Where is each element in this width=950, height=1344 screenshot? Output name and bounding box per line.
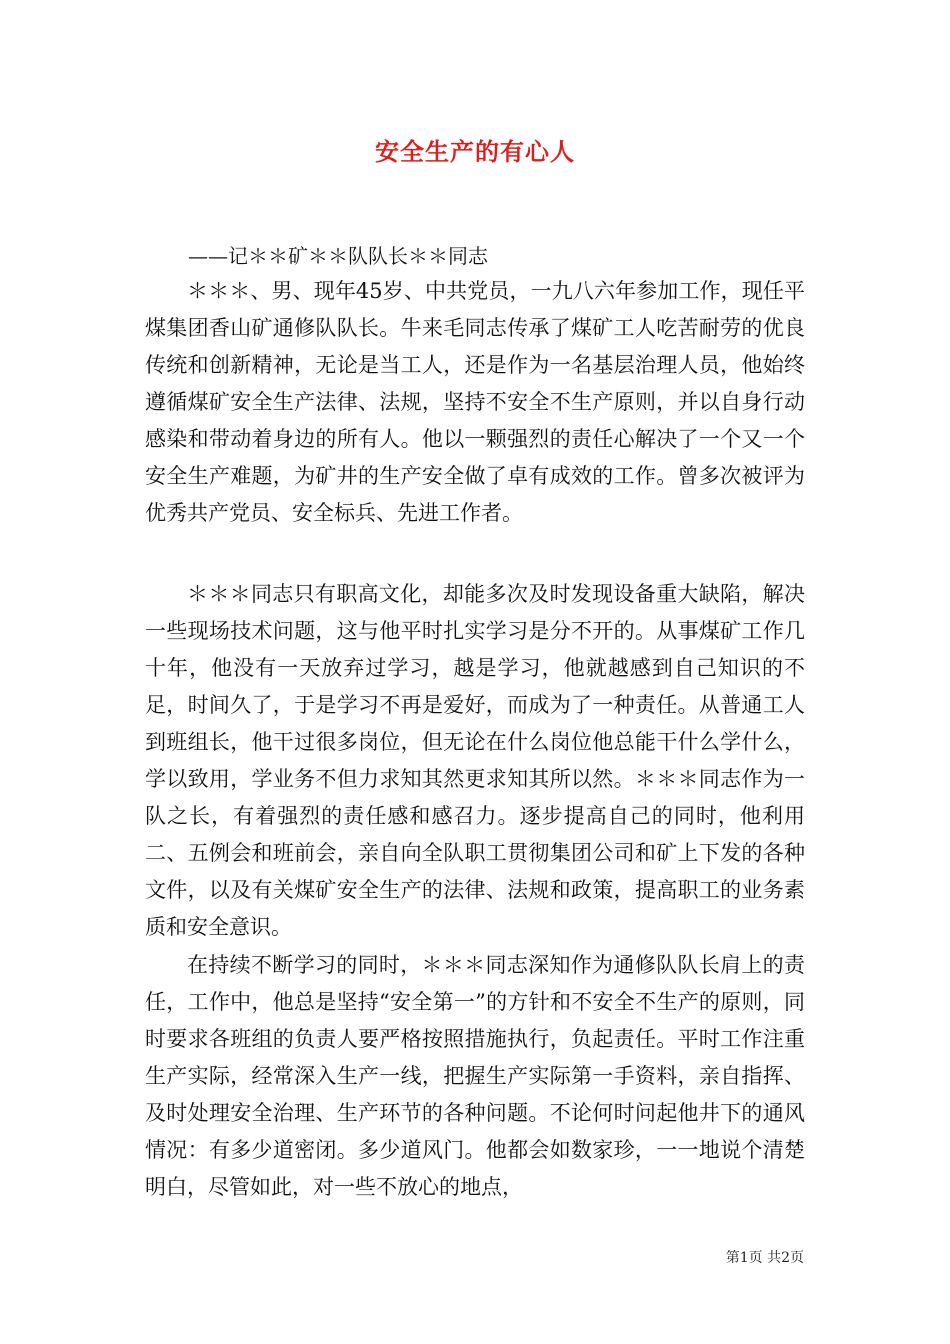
document-subtitle: ——记＊＊矿＊＊队队长＊＊同志 xyxy=(188,244,488,268)
paragraph-2: ＊＊＊同志只有职高文化，却能多次及时发现设备重大缺陷，解决一些现场技术问题，这与他平时扎实学习是分不开的。从事煤矿工作几十年，他没有一天放弃过学习，越是学习，他就越感到自己知识的不足，时间久了，于是学习不再是爱好，而成为了一种责任。从普通工人到班组长，他干过很多岗位，但无论在什么岗位他总能干什么学什么，学以致用，学业务不但力求知其然更求知其所以然。＊＊＊同志作为一队之长，有着强烈的责任感和感召力。逐步提高自己的同时，他利用二、五例会和班前会，亲自向全队职工贯彻集团公司和矿上下发的各种文件，以及有关煤矿安全生产的法律、法规和政策，提高职工的业务素质和安全意识。 xyxy=(145,582,805,939)
document-title: 安全生产的有心人 xyxy=(375,137,575,166)
paragraph-1: ＊＊＊、男、现年45岁、中共党员，一九八六年参加工作，现任平煤集团香山矿通修队队长。牛来毛同志传承了煤矿工人吃苦耐劳的优良传统和创新精神，无论是当工人，还是作为一名基层治理人员，他始终遵循煤矿安全生产法律、法规，坚持不安全不生产原则，并以自身行动感染和带动着身边的所有人。他以一颗强烈的责任心解决了一个又一个安全生产难题，为矿井的生产安全做了卓有成效的工作。曾多次被评为优秀共产党员、安全标兵、先进工作者。 xyxy=(145,279,805,525)
page-number-footer: 第1页 共2页 xyxy=(725,1250,804,1266)
paragraph-3: 在持续不断学习的同时，＊＊＊同志深知作为通修队队长肩上的责任，工作中，他总是坚持“安全第一”的方针和不安全不生产的原则，同时要求各班组的负责人要严格按照措施执行，负起责任。平时工作注重生产实际，经常深入生产一线，把握生产实际第一手资料，亲自指挥、及时处理安全治理、生产环节的各种问题。不论何时问起他井下的通风情况：有多少道密闭。多少道风门。他都会如数家珍，一一地说个清楚明白，尽管如此，对一些不放心的地点， xyxy=(145,953,805,1199)
